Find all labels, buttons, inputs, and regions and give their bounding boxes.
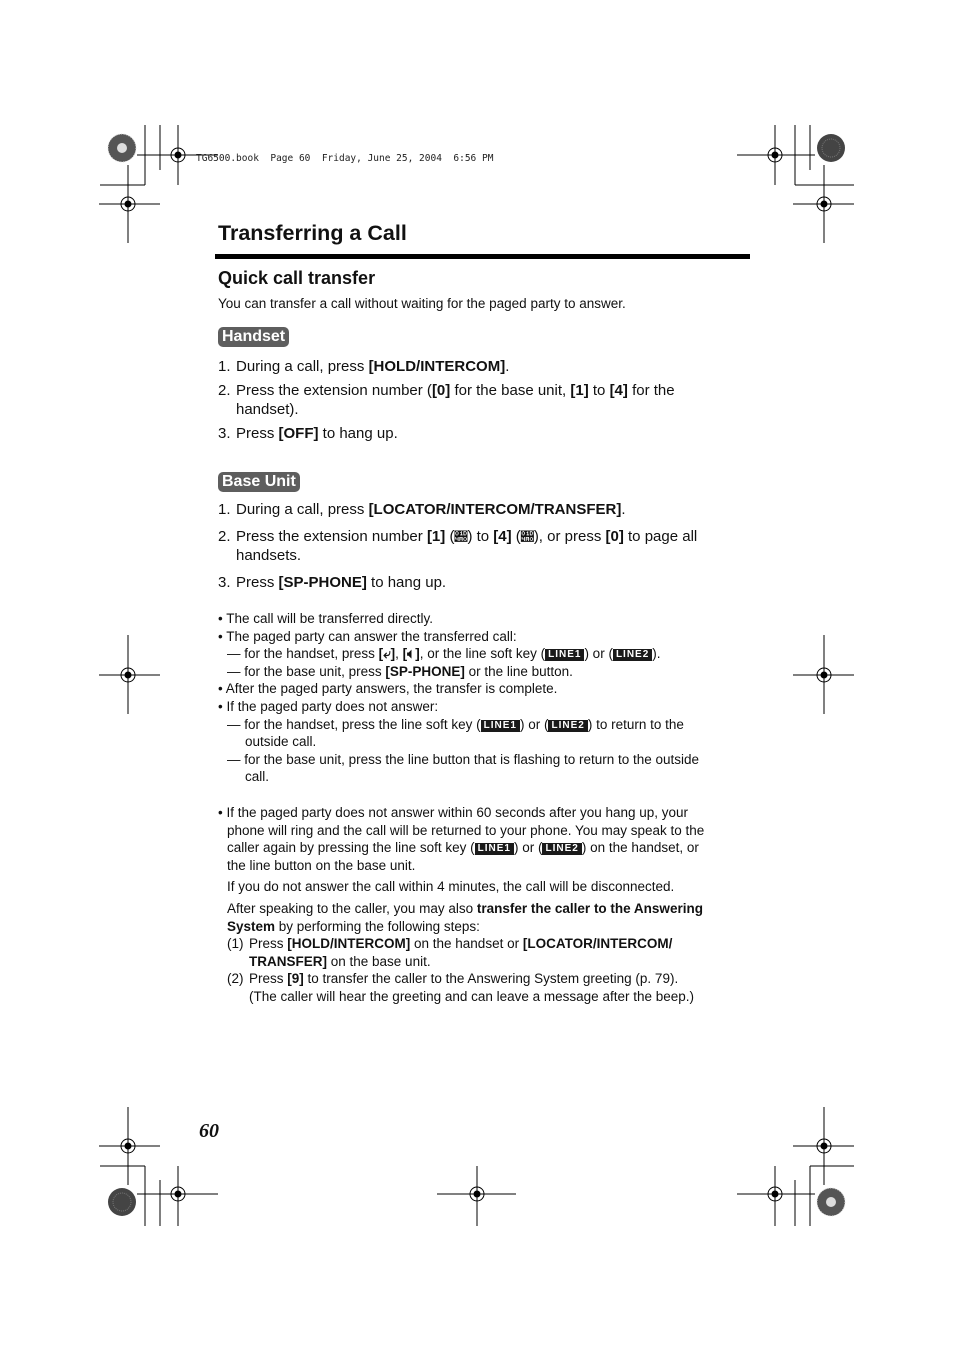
base-unit-tag [218, 472, 300, 492]
color-wheel-icon [108, 134, 136, 162]
section-title: Quick call transfer [218, 268, 376, 288]
base-step-1: 1. During a call, press [LOCATOR/INTERCOM/TRANSFER]. [218, 501, 626, 518]
handset-step-1: 1. During a call, press [HOLD/INTERCOM]. [218, 358, 510, 375]
speaker-icon: 🔈︎ [407, 646, 416, 662]
note-7: After speaking to the caller, you may also transfer the caller to the Answering [227, 900, 703, 916]
note-4b: — for the base unit, press the line button that is flashing to return to the outside [227, 751, 700, 767]
notes-2: • If the paged party does not answer within 60 seconds after you hang up, your phone will ring and the call will be returned to your phone. You may speak to the caller again by pressing the line soft key ( LINE1 ) or ( LINE2 ) on the handset, or the line button on the base unit. If you do not answer the call within 4 minutes, the call will be disconnected. After speaking to the caller, you may also transfer the caller to the Answering System by performing the following steps: (1) Press [HOLD/INTERCOM] on the handset or [LOCATOR/INTERCOM/ TRANSFER] on the base unit. (2) Press [9] to transfer the caller to the Answering System greeting (p. 79). (The caller will hear the greeting and can leave a message after the beep.) [218, 804, 748, 1006]
base-step-3: 3. Press [SP-PHONE] to hang up. [218, 574, 447, 591]
note-4: • If the paged party does not answer: [218, 698, 439, 714]
handset-icon: 𝒠 [454, 529, 468, 544]
base-step-2: 2. Press the extension number [1] (𝒠) to [4] (𝒠), or press [0] to page all handsets. [218, 528, 698, 564]
handset-step-2: 2. Press the extension number ([0] for the base unit, [1] to [4] for the handset). [218, 382, 675, 418]
handset-tag-label: Handset [218, 327, 289, 347]
notes: • The call will be transferred directly. • The paged party can answer the transferred call: — for the handset, press [⤶], [🔈︎], or the line soft key ( LINE1 ) or ( LINE2 ). — for the base unit, press [SP-PHONE] or the line button. • After the paged party answers, the transfer is complete. • If the paged party does not answer: — for the handset, press the line soft key ( LINE1 ) or ( LINE2 ) to return to the outside call. — for the base unit, press the line button that is flashing to return to the outside call. [218, 610, 748, 786]
page-title: Transferring a Call [218, 221, 407, 245]
note-5: • If the paged party does not answer within 60 seconds after you hang up, your [218, 805, 689, 820]
intro-text: You can transfer a call without waiting for the paged party to answer. [218, 296, 626, 311]
line2-key: LINE2 [542, 843, 581, 855]
color-wheel-icon [108, 1188, 136, 1216]
color-wheel-icon [817, 1188, 845, 1216]
note-2a: — for the handset, press [⤶], [🔈︎], or the line soft key ( LINE1 ) or ( LINE2 ). [227, 646, 661, 662]
line1-key: LINE1 [481, 720, 520, 732]
line2-key: LINE2 [548, 720, 587, 732]
line1-key: LINE1 [475, 843, 514, 855]
note-4a: — for the handset, press the line soft key ( LINE1 ) or ( LINE2 ) to return to the [227, 716, 684, 732]
page-number: 60 [199, 1120, 219, 1142]
handset-step-3: 3. Press [OFF] to hang up. [218, 425, 398, 442]
note-2b: — for the base unit, press [SP-PHONE] or the line button. [227, 663, 573, 679]
substep-2: (2) Press [9] to transfer the caller to the Answering System greeting (p. 79). (The caller will hear the greeting and can leave a message after the beep.) [227, 971, 695, 1004]
substep-1: (1) Press [HOLD/INTERCOM] on the handset or [LOCATOR/INTERCOM/ TRANSFER] on the base unit. [227, 936, 673, 969]
note-3: • After the paged party answers, the transfer is complete. [218, 681, 558, 697]
color-wheel-icon [817, 134, 845, 162]
line1-key: LINE1 [545, 649, 584, 661]
note-2: • The paged party can answer the transferred call: [218, 628, 517, 644]
line2-key: LINE2 [613, 649, 652, 661]
file-header: TG6500.book Page 60 Friday, June 25, 2004 6:56 PM [196, 153, 494, 164]
handset-tag [218, 327, 289, 347]
handset-icon: 𝒠 [520, 529, 534, 544]
base-unit-tag-label: Base Unit [218, 472, 300, 492]
note-6: If you do not answer the call within 4 minutes, the call will be disconnected. [227, 879, 675, 895]
note-1: • The call will be transferred directly. [218, 611, 434, 626]
talk-icon: ⤶ [383, 646, 391, 662]
title-rule [215, 254, 750, 259]
